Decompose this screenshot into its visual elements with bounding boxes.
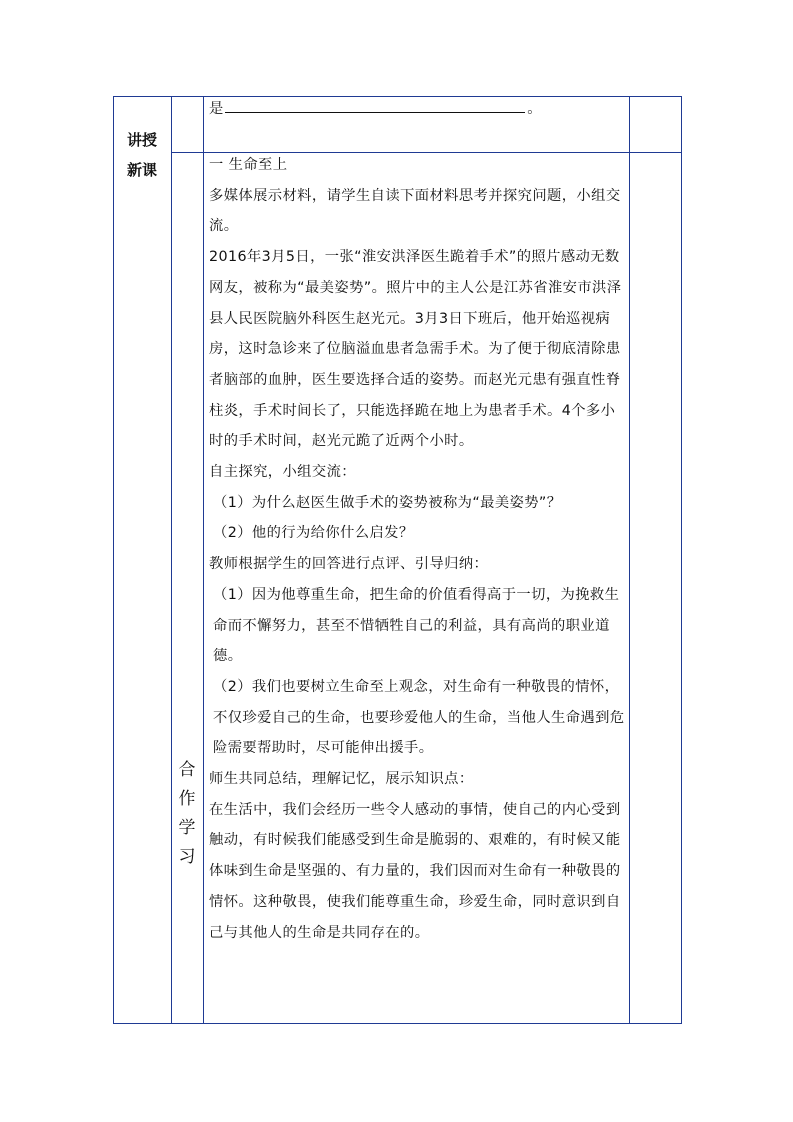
- fill-in-suffix: 。: [527, 101, 542, 117]
- answer-2: （2）我们也要树立生命至上观念，对生命有一种敬畏的情怀，不仅珍爱自己的生命，也要珍爱他人的生命，当他人生命遇到危险需要帮助时，尽可能伸出援手。: [213, 678, 625, 757]
- activity-label-char-2: 作: [178, 789, 196, 809]
- activity-label-char-3: 学: [178, 818, 196, 838]
- summary-title: 师生共同总结，理解记忆，展示知识点：: [209, 771, 474, 788]
- lesson-intro: 多媒体展示材料，请学生自读下面材料思考并探究问题，小组交流。: [209, 187, 621, 235]
- lesson-content: [209, 150, 627, 948]
- column-divider-3: [629, 96, 630, 1024]
- question-1: （1）为什么赵医生做手术的姿势被称为“最美姿势”？: [213, 494, 562, 511]
- activity-label-char-1: 合: [178, 760, 196, 780]
- teacher-guidance: 教师根据学生的回答进行点评、引导归纳：: [209, 556, 489, 573]
- section-label-line-2: 新课: [126, 161, 157, 179]
- fill-in-sentence: [209, 97, 627, 121]
- table-right-border: [681, 96, 682, 1024]
- column-divider-1: [171, 96, 172, 1024]
- column-divider-2: [203, 96, 204, 1024]
- section-label-line-1: 讲授: [126, 131, 157, 149]
- question-2: （2）他的行为给你什么启发？: [213, 525, 414, 542]
- activity-label-char-4: 习: [178, 847, 196, 867]
- fill-in-prefix: 是: [209, 101, 224, 117]
- task-title: 自主探究，小组交流：: [209, 464, 356, 481]
- answer-1: （1）因为他尊重生命，把生命的价值看得高于一切，为挽救生命而不懈努力，甚至不惜牺牲自己的利益，具有高尚的职业道德。: [213, 586, 620, 665]
- activity-label: [171, 756, 203, 872]
- lesson-story: 2016年3月5日，一张“淮安洪泽医生跪着手术”的照片感动无数网友，被称为“最美姿势”。照片中的主人公是江苏省淮安市洪泽县人民医院脑外科医生赵光元。3月3日下班后，他开始巡视病房，这时急诊来了位脑溢血患者急需手术。为了便于彻底清除患者脑部的血肿，医生要选择合适的姿势。而赵光元患有强直性脊柱炎，手术时间长了，只能选择跪在地上为患者手术。4个多小时的手术时间，赵光元跪了近两个小时。: [209, 249, 622, 450]
- table-left-border: [113, 96, 114, 1024]
- summary-text: 在生活中，我们会经历一些令人感动的事情，使自己的内心受到触动，有时候我们能感受到生命是脆弱的、艰难的，有时候又能体味到生命是坚强的、有力量的，我们因而对生命有一种敬畏的情怀。这种敬畏，使我们能尊重生命，珍爱生命，同时意识到自己与其他人的生命是共同存在的。: [209, 801, 621, 941]
- lesson-heading: 一 生命至上: [209, 157, 288, 173]
- fill-in-blank: [225, 98, 525, 113]
- section-label: [113, 127, 171, 183]
- table-bottom-border: [113, 1023, 682, 1024]
